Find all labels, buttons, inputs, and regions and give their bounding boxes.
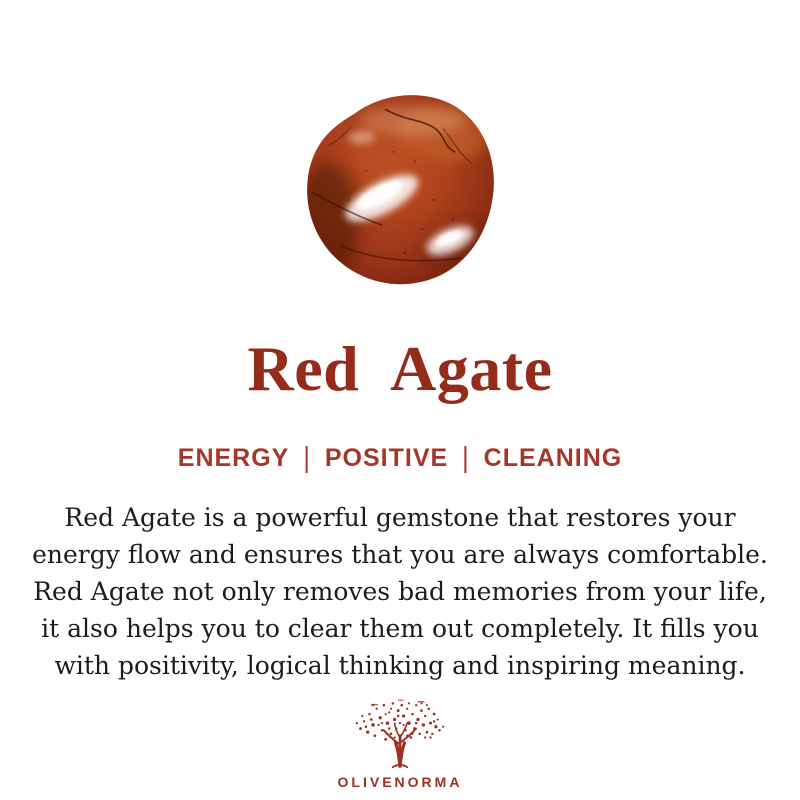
keyword-positive: POSITIVE [324,444,449,472]
keywords-row [0,442,800,474]
brand-logo [0,698,800,791]
brand-name: OLIVENORMA [337,774,463,790]
keyword-energy: ENERGY [177,444,290,472]
keyword-separator: | [462,441,470,475]
stone-image-container [0,0,800,292]
olive-tree-icon [340,698,460,768]
red-agate-stone-photo [299,84,501,292]
product-description: Red Agate is a powerful gemstone that restores your energy flow and ensures that you are always comfortable. Red Agate not only removes bad memories from your life, it also helps you to clear them out completely. It fills you with positivity, logical thinking and inspiring meaning. [32,503,768,680]
keyword-cleaning: CLEANING [483,444,623,472]
product-title: Red Agate [247,333,553,404]
keyword-separator: | [303,441,311,475]
